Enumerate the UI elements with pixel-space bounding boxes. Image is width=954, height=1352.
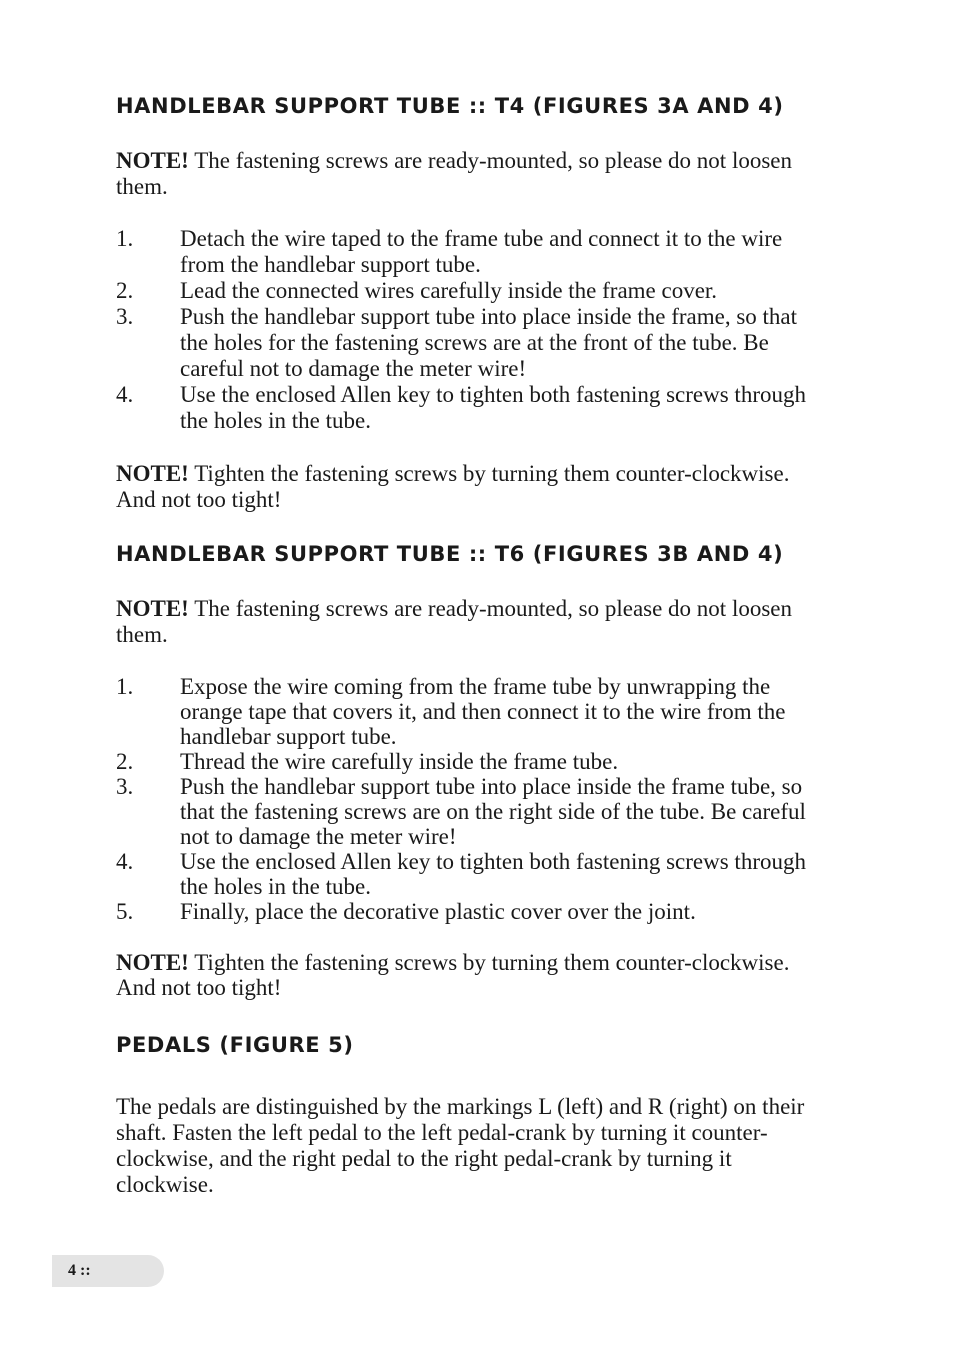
list-item — [116, 278, 828, 304]
pedals-body: The pedals are distinguished by the markings L (left) and R (right) on their shaft. Fasten the left pedal to the left pedal-crank by turning it counter-clockwise, and the right pedal to the right pedal-crank by turning it clockwise. — [116, 1094, 805, 1197]
note-label: NOTE! — [116, 148, 189, 173]
step-number: 1. — [116, 226, 134, 251]
steps-list-t6 — [116, 674, 828, 924]
step-number: 2. — [116, 749, 134, 774]
note-text: The fastening screws are ready-mounted, so please do not loosen them. — [116, 596, 792, 647]
note-label: NOTE! — [116, 461, 189, 486]
step-text: Use the enclosed Allen key to tighten both fastening screws through the holes in the tube. — [180, 382, 806, 433]
list-item — [116, 774, 828, 849]
list-item — [116, 849, 828, 899]
step-text: Expose the wire coming from the frame tube by unwrapping the orange tape that covers it, and then connect it to the wire from the handlebar support tube. — [180, 674, 786, 749]
step-number: 3. — [116, 304, 134, 329]
step-text: Use the enclosed Allen key to tighten both fastening screws through the holes in the tube. — [180, 849, 806, 899]
step-text: Push the handlebar support tube into place inside the frame, so that the holes for the fastening screws are at the front of the tube. Be careful not to damage the meter wire! — [180, 304, 798, 381]
step-text: Push the handlebar support tube into place inside the frame tube, so that the fastening screws are on the right side of the tube. Be careful not to damage the meter wire! — [180, 774, 806, 849]
step-number: 5. — [116, 899, 134, 924]
step-number: 4. — [116, 849, 134, 874]
steps-list-t4 — [116, 226, 828, 434]
step-number: 4. — [116, 382, 134, 407]
note-text: The fastening screws are ready-mounted, so please do not loosen them. — [116, 148, 792, 199]
list-item — [116, 899, 828, 924]
note-text: Tighten the fastening screws by turning them counter-clockwise. And not too tight! — [116, 461, 790, 512]
step-text: Detach the wire taped to the frame tube and connect it to the wire from the handlebar support tube. — [180, 226, 783, 277]
list-item — [116, 382, 828, 434]
list-item — [116, 674, 828, 749]
note-tighten-t4 — [116, 461, 828, 513]
note-tighten-t6 — [116, 950, 828, 1000]
step-number: 1. — [116, 674, 134, 699]
page-number: 4 :: — [68, 1262, 91, 1279]
section-heading-t4: HANDLEBAR SUPPORT TUBE :: T4 (FIGURES 3A AND 4) — [116, 94, 784, 118]
list-item — [116, 226, 828, 278]
step-number: 2. — [116, 278, 134, 303]
step-text: Finally, place the decorative plastic cover over the joint. — [180, 899, 696, 924]
list-item — [116, 304, 828, 382]
section-heading-t6: HANDLEBAR SUPPORT TUBE :: T6 (FIGURES 3B AND 4) — [116, 542, 784, 566]
step-number: 3. — [116, 774, 134, 799]
note-label: NOTE! — [116, 950, 189, 975]
note-label: NOTE! — [116, 596, 189, 621]
note-ready-mounted-t6 — [116, 596, 828, 648]
note-text: Tighten the fastening screws by turning them counter-clockwise. And not too tight! — [116, 950, 790, 1000]
section-heading-pedals: PEDALS (FIGURE 5) — [116, 1033, 354, 1057]
list-item — [116, 749, 828, 774]
note-ready-mounted-t4 — [116, 148, 828, 200]
step-text: Thread the wire carefully inside the frame tube. — [180, 749, 619, 774]
step-text: Lead the connected wires carefully inside the frame cover. — [180, 278, 718, 303]
